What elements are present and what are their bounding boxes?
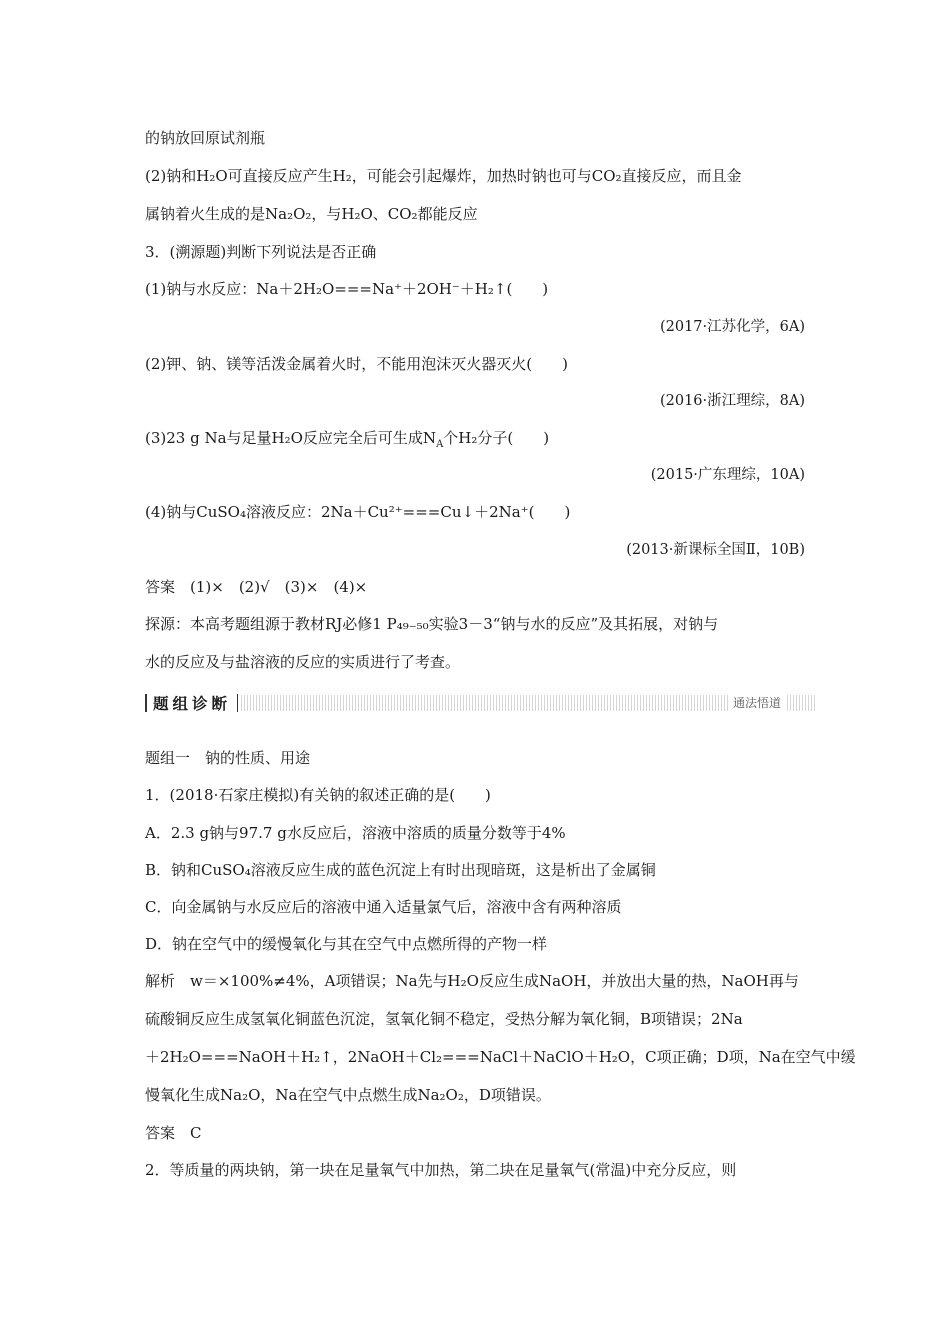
section-banner [145, 692, 815, 714]
banner-tag: 通法悟道 [729, 695, 785, 711]
banner-bar [145, 694, 147, 712]
text-line: 水的反应及与盐溶液的反应的实质进行了考查。 [145, 653, 461, 671]
source-citation: (2016·浙江理综，8A) [659, 393, 805, 409]
text-line: 探源：本高考题组源于教材RJ必修1 P₄₉₋₅₀实验3－3“钠与水的反应”及其拓展，对钠与 [145, 615, 719, 633]
question-stem: 1．(2018·石家庄模拟)有关钠的叙述正确的是( ) [145, 786, 491, 804]
analysis-line: 硫酸铜反应生成氢氧化铜蓝色沉淀，氢氧化铜不稳定，受热分解为氧化铜，B项错误；2Na [145, 1010, 743, 1028]
option-a: A．2.3 g钠与97.7 g水反应后，溶液中溶质的质量分数等于4% [145, 824, 566, 842]
analysis-line: ＋2H₂O===NaOH＋H₂↑，2NaOH＋Cl₂===NaCl＋NaClO＋H₂O，C项正确；D项，Na在空气中缓 [145, 1048, 856, 1066]
source-citation: (2013·新课标全国Ⅱ，10B) [626, 542, 805, 558]
option-d: D．钠在空气中的缓慢氧化与其在空气中点燃所得的产物一样 [145, 935, 548, 953]
answer-line: 答案 (1)× (2)√ (3)× (4)× [145, 578, 368, 596]
text-line: 的钠放回原试剂瓶 [145, 129, 266, 147]
banner-title: 题组诊断 [153, 695, 232, 713]
analysis-line: 解析 w＝×100%≠4%，A项错误；Na先与H₂O反应生成NaOH，并放出大量的热，NaOH再与 [145, 972, 799, 990]
statement: (1)钠与水反应：Na＋2H₂O===Na⁺＋2OH⁻＋H₂↑( ) [145, 280, 549, 298]
statement: (3)23 g Na与足量H₂O反应完全后可生成$N_A$个H₂分子( ) [145, 429, 550, 450]
source-citation: (2017·江苏化学，6A) [659, 319, 805, 335]
statement: (2)钾、钠、镁等活泼金属着火时，不能用泡沫灭火器灭火( ) [145, 355, 568, 373]
group-heading: 题组一 钠的性质、用途 [145, 749, 311, 767]
banner-bar [237, 694, 238, 712]
question-heading: 3．(溯源题)判断下列说法是否正确 [145, 243, 377, 261]
option-c: C．向金属钠与水反应后的溶液中通入适量氯气后，溶液中含有两种溶质 [145, 898, 622, 916]
source-citation: (2015·广东理综，10A) [650, 467, 805, 483]
text-line: 属钠着火生成的是Na₂O₂，与H₂O、CO₂都能反应 [145, 205, 478, 223]
text-line: (2)钠和H₂O可直接反应产生H₂，可能会引起爆炸，加热时钠也可与CO₂直接反应，而且金 [145, 167, 742, 185]
statement: (4)钠与CuSO₄溶液反应：2Na＋Cu²⁺===Cu↓＋2Na⁺( ) [145, 503, 571, 521]
option-b: B．钠和CuSO₄溶液反应生成的蓝色沉淀上有时出现暗斑，这是析出了金属铜 [145, 861, 656, 879]
answer-line: 答案 C [145, 1124, 202, 1142]
analysis-line: 慢氧化生成Na₂O，Na在空气中点燃生成Na₂O₂，D项错误。 [145, 1086, 551, 1104]
question-stem: 2．等质量的两块钠，第一块在足量氧气中加热，第二块在足量氧气(常温)中充分反应，则 [145, 1161, 737, 1179]
